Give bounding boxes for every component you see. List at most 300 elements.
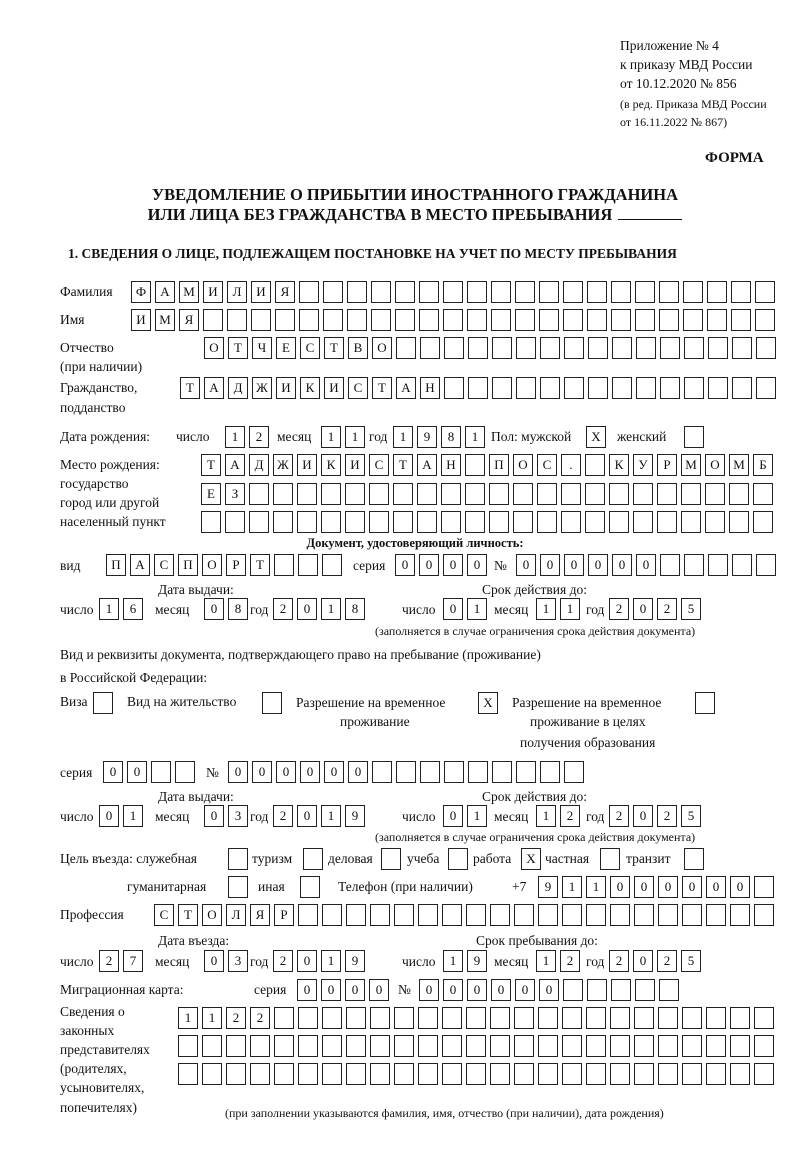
- char-box[interactable]: [516, 761, 536, 783]
- char-box[interactable]: [417, 511, 437, 533]
- char-box[interactable]: 0: [706, 876, 726, 898]
- char-box[interactable]: 0: [610, 876, 630, 898]
- char-box[interactable]: [420, 761, 440, 783]
- char-box[interactable]: [755, 309, 775, 331]
- char-box[interactable]: [345, 511, 365, 533]
- char-box[interactable]: [346, 1007, 366, 1029]
- birth-place-boxes-1[interactable]: [201, 454, 773, 476]
- char-box[interactable]: И: [345, 454, 365, 476]
- char-box[interactable]: [633, 511, 653, 533]
- char-box[interactable]: [297, 483, 317, 505]
- check-box[interactable]: X: [478, 692, 498, 714]
- char-box[interactable]: [705, 511, 725, 533]
- char-box[interactable]: С: [154, 554, 174, 576]
- char-box[interactable]: [492, 337, 512, 359]
- char-box[interactable]: [201, 511, 221, 533]
- sex-female-checkbox[interactable]: [684, 426, 704, 448]
- char-box[interactable]: [490, 904, 510, 926]
- char-box[interactable]: С: [369, 454, 389, 476]
- char-box[interactable]: [491, 281, 511, 303]
- char-box[interactable]: [418, 1063, 438, 1085]
- char-box[interactable]: [516, 337, 536, 359]
- name-boxes[interactable]: [131, 309, 775, 331]
- char-box[interactable]: [610, 1063, 630, 1085]
- char-box[interactable]: [729, 511, 749, 533]
- char-box[interactable]: 1: [560, 598, 580, 620]
- char-box[interactable]: [418, 1007, 438, 1029]
- char-box[interactable]: [754, 904, 774, 926]
- char-box[interactable]: 0: [348, 761, 368, 783]
- char-box[interactable]: Д: [228, 377, 248, 399]
- char-box[interactable]: 0: [297, 979, 317, 1001]
- char-box[interactable]: [514, 904, 534, 926]
- reps-boxes-2[interactable]: [178, 1035, 774, 1057]
- char-box[interactable]: 9: [467, 950, 487, 972]
- char-box[interactable]: [299, 281, 319, 303]
- char-box[interactable]: 0: [276, 761, 296, 783]
- char-box[interactable]: Т: [393, 454, 413, 476]
- char-box[interactable]: [274, 1035, 294, 1057]
- char-box[interactable]: [492, 377, 512, 399]
- id-series-boxes[interactable]: [395, 554, 487, 576]
- char-box[interactable]: [489, 511, 509, 533]
- char-box[interactable]: 1: [467, 598, 487, 620]
- check-box[interactable]: [300, 876, 320, 898]
- char-box[interactable]: [394, 1035, 414, 1057]
- char-box[interactable]: [562, 1063, 582, 1085]
- char-box[interactable]: [467, 281, 487, 303]
- char-box[interactable]: [298, 1035, 318, 1057]
- char-box[interactable]: О: [202, 904, 222, 926]
- char-box[interactable]: 0: [588, 554, 608, 576]
- char-box[interactable]: [682, 1007, 702, 1029]
- char-box[interactable]: [561, 511, 581, 533]
- char-box[interactable]: [539, 281, 559, 303]
- char-box[interactable]: [370, 904, 390, 926]
- char-box[interactable]: [444, 337, 464, 359]
- char-box[interactable]: О: [513, 454, 533, 476]
- char-box[interactable]: 9: [538, 876, 558, 898]
- sex-male-checkbox[interactable]: [586, 426, 606, 448]
- char-box[interactable]: [441, 511, 461, 533]
- char-box[interactable]: [587, 309, 607, 331]
- char-box[interactable]: [681, 511, 701, 533]
- char-box[interactable]: [395, 309, 415, 331]
- char-box[interactable]: К: [321, 454, 341, 476]
- res-issue-month[interactable]: [204, 805, 248, 827]
- char-box[interactable]: [564, 377, 584, 399]
- reps-boxes-1[interactable]: [178, 1007, 774, 1029]
- char-box[interactable]: [612, 337, 632, 359]
- check-box[interactable]: [228, 848, 248, 870]
- char-box[interactable]: [467, 309, 487, 331]
- char-box[interactable]: [682, 904, 702, 926]
- char-box[interactable]: 0: [636, 554, 656, 576]
- check-box[interactable]: [695, 692, 715, 714]
- char-box[interactable]: С: [154, 904, 174, 926]
- char-box[interactable]: [586, 1063, 606, 1085]
- char-box[interactable]: [660, 377, 680, 399]
- char-box[interactable]: [490, 1063, 510, 1085]
- birth-year-boxes[interactable]: [393, 426, 485, 448]
- res-number-boxes[interactable]: [228, 761, 584, 783]
- purpose-other-checkbox[interactable]: [300, 876, 320, 898]
- char-box[interactable]: [537, 511, 557, 533]
- id-valid-year[interactable]: [609, 598, 701, 620]
- char-box[interactable]: [659, 309, 679, 331]
- char-box[interactable]: [659, 979, 679, 1001]
- char-box[interactable]: 1: [123, 805, 143, 827]
- char-box[interactable]: [274, 1007, 294, 1029]
- char-box[interactable]: 1: [393, 426, 413, 448]
- char-box[interactable]: [610, 1007, 630, 1029]
- char-box[interactable]: Я: [275, 281, 295, 303]
- char-box[interactable]: И: [251, 281, 271, 303]
- char-box[interactable]: [249, 483, 269, 505]
- char-box[interactable]: [514, 1035, 534, 1057]
- check-box[interactable]: [448, 848, 468, 870]
- char-box[interactable]: [732, 377, 752, 399]
- phone-boxes[interactable]: [538, 876, 774, 898]
- char-box[interactable]: [466, 904, 486, 926]
- char-box[interactable]: [708, 377, 728, 399]
- entry-year[interactable]: [273, 950, 365, 972]
- char-box[interactable]: О: [202, 554, 222, 576]
- char-box[interactable]: [466, 1007, 486, 1029]
- char-box[interactable]: Т: [178, 904, 198, 926]
- char-box[interactable]: [563, 281, 583, 303]
- char-box[interactable]: [564, 761, 584, 783]
- char-box[interactable]: [658, 1035, 678, 1057]
- char-box[interactable]: [563, 979, 583, 1001]
- char-box[interactable]: 1: [536, 950, 556, 972]
- char-box[interactable]: 1: [99, 598, 119, 620]
- char-box[interactable]: 0: [730, 876, 750, 898]
- residence-permit-checkbox[interactable]: [262, 692, 282, 714]
- char-box[interactable]: К: [300, 377, 320, 399]
- char-box[interactable]: 0: [297, 950, 317, 972]
- char-box[interactable]: [657, 483, 677, 505]
- char-box[interactable]: 0: [564, 554, 584, 576]
- char-box[interactable]: 2: [273, 805, 293, 827]
- char-box[interactable]: [468, 377, 488, 399]
- char-box[interactable]: [612, 377, 632, 399]
- char-box[interactable]: [684, 554, 704, 576]
- char-box[interactable]: [273, 483, 293, 505]
- char-box[interactable]: [514, 1007, 534, 1029]
- char-box[interactable]: [418, 1035, 438, 1057]
- char-box[interactable]: [684, 377, 704, 399]
- char-box[interactable]: [707, 281, 727, 303]
- entry-day[interactable]: [99, 950, 143, 972]
- char-box[interactable]: [323, 281, 343, 303]
- char-box[interactable]: [369, 483, 389, 505]
- char-box[interactable]: А: [204, 377, 224, 399]
- char-box[interactable]: [681, 483, 701, 505]
- char-box[interactable]: [587, 979, 607, 1001]
- char-box[interactable]: [393, 483, 413, 505]
- char-box[interactable]: К: [609, 454, 629, 476]
- char-box[interactable]: [588, 337, 608, 359]
- check-box[interactable]: [303, 848, 323, 870]
- char-box[interactable]: 0: [324, 761, 344, 783]
- char-box[interactable]: И: [276, 377, 296, 399]
- char-box[interactable]: 1: [321, 598, 341, 620]
- char-box[interactable]: 1: [562, 876, 582, 898]
- char-box[interactable]: 0: [345, 979, 365, 1001]
- char-box[interactable]: [420, 337, 440, 359]
- char-box[interactable]: 0: [658, 876, 678, 898]
- char-box[interactable]: [202, 1035, 222, 1057]
- char-box[interactable]: [274, 1063, 294, 1085]
- char-box[interactable]: 0: [321, 979, 341, 1001]
- char-box[interactable]: [346, 1035, 366, 1057]
- char-box[interactable]: П: [489, 454, 509, 476]
- char-box[interactable]: [322, 1007, 342, 1029]
- char-box[interactable]: [370, 1063, 390, 1085]
- char-box[interactable]: В: [348, 337, 368, 359]
- char-box[interactable]: [754, 876, 774, 898]
- char-box[interactable]: [466, 1063, 486, 1085]
- char-box[interactable]: [708, 337, 728, 359]
- char-box[interactable]: 0: [467, 554, 487, 576]
- char-box[interactable]: [465, 483, 485, 505]
- char-box[interactable]: [178, 1063, 198, 1085]
- reps-boxes-3[interactable]: [178, 1063, 774, 1085]
- char-box[interactable]: [585, 454, 605, 476]
- char-box[interactable]: [562, 1035, 582, 1057]
- char-box[interactable]: [444, 377, 464, 399]
- char-box[interactable]: [417, 483, 437, 505]
- temp-residence-checkbox[interactable]: [478, 692, 498, 714]
- char-box[interactable]: Т: [324, 337, 344, 359]
- char-box[interactable]: [636, 337, 656, 359]
- char-box[interactable]: [442, 1035, 462, 1057]
- char-box[interactable]: [346, 1063, 366, 1085]
- char-box[interactable]: 0: [228, 761, 248, 783]
- char-box[interactable]: .: [561, 454, 581, 476]
- char-box[interactable]: [347, 281, 367, 303]
- char-box[interactable]: Т: [180, 377, 200, 399]
- char-box[interactable]: [706, 1035, 726, 1057]
- char-box[interactable]: З: [225, 483, 245, 505]
- char-box[interactable]: [660, 554, 680, 576]
- char-box[interactable]: [754, 1063, 774, 1085]
- char-box[interactable]: 0: [515, 979, 535, 1001]
- char-box[interactable]: [370, 1035, 390, 1057]
- purpose-humanitarian-checkbox[interactable]: [228, 876, 248, 898]
- char-box[interactable]: Т: [250, 554, 270, 576]
- res-valid-day[interactable]: [443, 805, 487, 827]
- char-box[interactable]: 5: [681, 950, 701, 972]
- char-box[interactable]: 0: [516, 554, 536, 576]
- id-valid-month[interactable]: [536, 598, 580, 620]
- char-box[interactable]: [635, 309, 655, 331]
- char-box[interactable]: [492, 761, 512, 783]
- char-box[interactable]: [394, 1007, 414, 1029]
- char-box[interactable]: 3: [228, 805, 248, 827]
- char-box[interactable]: [396, 761, 416, 783]
- migration-number-boxes[interactable]: [419, 979, 679, 1001]
- char-box[interactable]: [444, 761, 464, 783]
- char-box[interactable]: [202, 1063, 222, 1085]
- char-box[interactable]: [756, 377, 776, 399]
- char-box[interactable]: 9: [417, 426, 437, 448]
- res-issue-year[interactable]: [273, 805, 365, 827]
- stay-month[interactable]: [536, 950, 580, 972]
- char-box[interactable]: [635, 281, 655, 303]
- char-box[interactable]: [611, 309, 631, 331]
- char-box[interactable]: 9: [345, 950, 365, 972]
- char-box[interactable]: [633, 483, 653, 505]
- char-box[interactable]: А: [417, 454, 437, 476]
- char-box[interactable]: [731, 281, 751, 303]
- char-box[interactable]: [151, 761, 171, 783]
- char-box[interactable]: Л: [227, 281, 247, 303]
- char-box[interactable]: [489, 483, 509, 505]
- char-box[interactable]: А: [396, 377, 416, 399]
- purpose-work-checkbox[interactable]: [521, 848, 541, 870]
- char-box[interactable]: [322, 904, 342, 926]
- char-box[interactable]: [347, 309, 367, 331]
- char-box[interactable]: М: [681, 454, 701, 476]
- char-box[interactable]: [321, 483, 341, 505]
- char-box[interactable]: 1: [467, 805, 487, 827]
- char-box[interactable]: 2: [609, 598, 629, 620]
- char-box[interactable]: [515, 281, 535, 303]
- char-box[interactable]: [634, 1007, 654, 1029]
- char-box[interactable]: П: [106, 554, 126, 576]
- char-box[interactable]: [225, 511, 245, 533]
- char-box[interactable]: [491, 309, 511, 331]
- char-box[interactable]: [442, 904, 462, 926]
- char-box[interactable]: 0: [204, 805, 224, 827]
- res-issue-day[interactable]: [99, 805, 143, 827]
- char-box[interactable]: 8: [345, 598, 365, 620]
- res-series-boxes[interactable]: [103, 761, 195, 783]
- char-box[interactable]: [609, 483, 629, 505]
- char-box[interactable]: [563, 309, 583, 331]
- char-box[interactable]: Р: [274, 904, 294, 926]
- char-box[interactable]: 0: [443, 805, 463, 827]
- char-box[interactable]: 1: [321, 950, 341, 972]
- char-box[interactable]: 2: [226, 1007, 246, 1029]
- char-box[interactable]: Б: [753, 454, 773, 476]
- char-box[interactable]: [730, 1035, 750, 1057]
- entry-month[interactable]: [204, 950, 248, 972]
- char-box[interactable]: 2: [657, 950, 677, 972]
- char-box[interactable]: 8: [441, 426, 461, 448]
- char-box[interactable]: У: [633, 454, 653, 476]
- char-box[interactable]: [610, 904, 630, 926]
- char-box[interactable]: 5: [681, 805, 701, 827]
- char-box[interactable]: [394, 1063, 414, 1085]
- check-box[interactable]: [684, 848, 704, 870]
- char-box[interactable]: [538, 1007, 558, 1029]
- char-box[interactable]: 0: [204, 598, 224, 620]
- char-box[interactable]: 2: [99, 950, 119, 972]
- char-box[interactable]: [540, 377, 560, 399]
- char-box[interactable]: [730, 1007, 750, 1029]
- birth-month-boxes[interactable]: [321, 426, 365, 448]
- patronymic-boxes[interactable]: [204, 337, 776, 359]
- char-box[interactable]: 0: [369, 979, 389, 1001]
- char-box[interactable]: [731, 309, 751, 331]
- char-box[interactable]: [490, 1007, 510, 1029]
- char-box[interactable]: 8: [228, 598, 248, 620]
- char-box[interactable]: [395, 281, 415, 303]
- char-box[interactable]: [730, 1063, 750, 1085]
- char-box[interactable]: Т: [372, 377, 392, 399]
- char-box[interactable]: 0: [539, 979, 559, 1001]
- char-box[interactable]: Ч: [252, 337, 272, 359]
- char-box[interactable]: [345, 483, 365, 505]
- char-box[interactable]: 2: [657, 598, 677, 620]
- char-box[interactable]: 0: [443, 554, 463, 576]
- char-box[interactable]: 0: [634, 876, 654, 898]
- purpose-business-checkbox[interactable]: [381, 848, 401, 870]
- char-box[interactable]: 5: [681, 598, 701, 620]
- char-box[interactable]: С: [300, 337, 320, 359]
- char-box[interactable]: Е: [201, 483, 221, 505]
- char-box[interactable]: 0: [491, 979, 511, 1001]
- char-box[interactable]: [635, 979, 655, 1001]
- char-box[interactable]: [442, 1007, 462, 1029]
- char-box[interactable]: 2: [609, 805, 629, 827]
- char-box[interactable]: [636, 377, 656, 399]
- char-box[interactable]: [658, 1007, 678, 1029]
- char-box[interactable]: 2: [250, 1007, 270, 1029]
- char-box[interactable]: 0: [467, 979, 487, 1001]
- char-box[interactable]: 2: [273, 950, 293, 972]
- check-box[interactable]: [93, 692, 113, 714]
- char-box[interactable]: 1: [321, 805, 341, 827]
- char-box[interactable]: 3: [228, 950, 248, 972]
- check-box[interactable]: X: [586, 426, 606, 448]
- char-box[interactable]: [226, 1063, 246, 1085]
- birth-day-boxes[interactable]: [225, 426, 269, 448]
- id-issue-year[interactable]: [273, 598, 365, 620]
- char-box[interactable]: [514, 1063, 534, 1085]
- char-box[interactable]: [275, 309, 295, 331]
- char-box[interactable]: [585, 511, 605, 533]
- char-box[interactable]: О: [705, 454, 725, 476]
- char-box[interactable]: [659, 281, 679, 303]
- check-box[interactable]: [600, 848, 620, 870]
- char-box[interactable]: [586, 904, 606, 926]
- char-box[interactable]: [370, 1007, 390, 1029]
- char-box[interactable]: С: [537, 454, 557, 476]
- char-box[interactable]: [660, 337, 680, 359]
- char-box[interactable]: [323, 309, 343, 331]
- char-box[interactable]: [682, 1035, 702, 1057]
- char-box[interactable]: [396, 337, 416, 359]
- char-box[interactable]: 1: [345, 426, 365, 448]
- char-box[interactable]: 1: [465, 426, 485, 448]
- char-box[interactable]: 0: [297, 598, 317, 620]
- char-box[interactable]: 0: [540, 554, 560, 576]
- char-box[interactable]: [561, 483, 581, 505]
- id-valid-day[interactable]: [443, 598, 487, 620]
- char-box[interactable]: [274, 554, 294, 576]
- char-box[interactable]: 0: [204, 950, 224, 972]
- char-box[interactable]: 0: [633, 805, 653, 827]
- char-box[interactable]: [346, 904, 366, 926]
- char-box[interactable]: [756, 337, 776, 359]
- char-box[interactable]: [298, 1063, 318, 1085]
- visa-checkbox[interactable]: [93, 692, 113, 714]
- res-valid-year[interactable]: [609, 805, 701, 827]
